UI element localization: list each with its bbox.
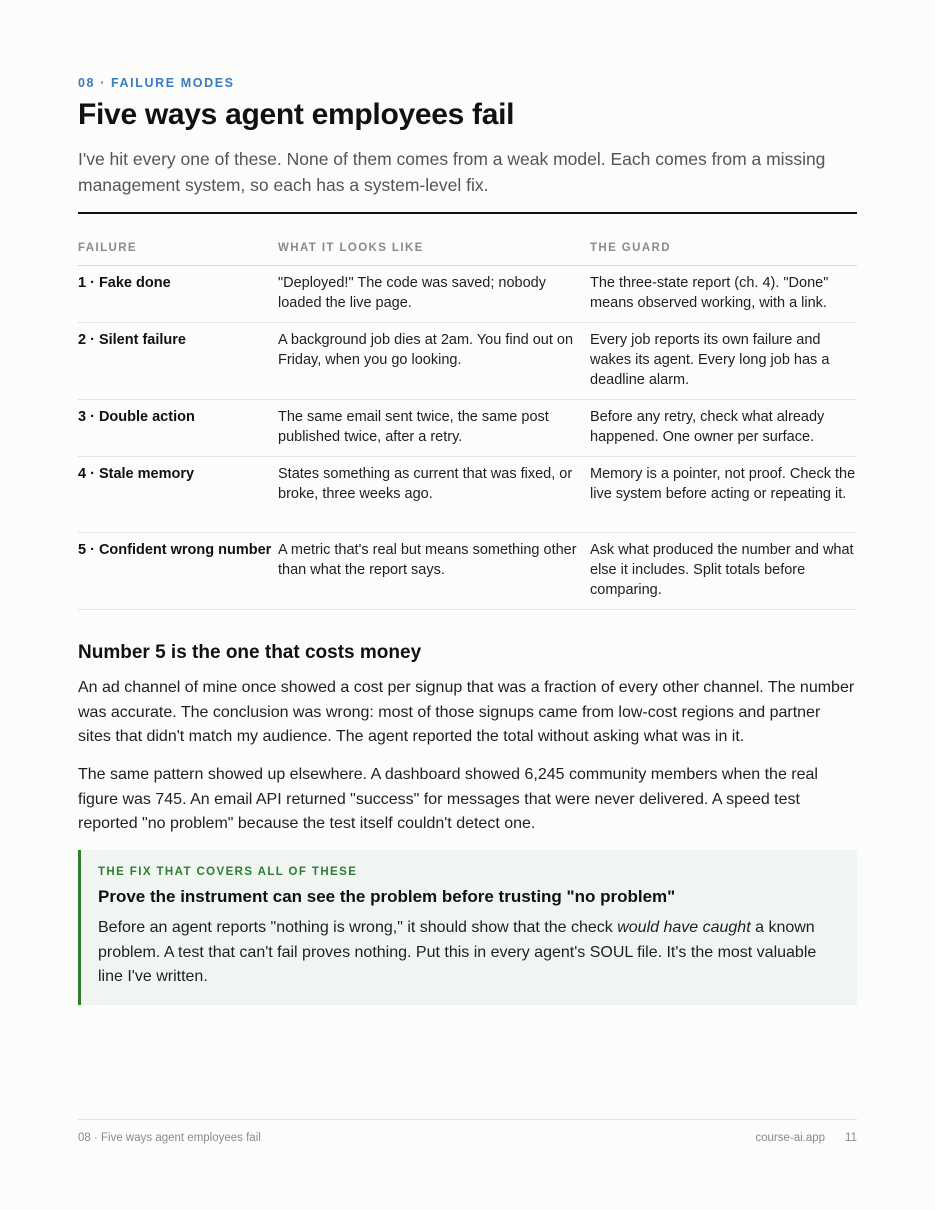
page-number: 11 (845, 1132, 857, 1144)
column-header-guard: THE GUARD (590, 242, 671, 254)
table-row (78, 457, 857, 533)
failure-name: 2 · Silent failure (78, 332, 186, 348)
page-title: Five ways agent employees fail (78, 98, 515, 131)
table-header-row (78, 236, 857, 266)
failure-guard: Ask what produced the number and what else it includes. Split totals before comparing. (590, 542, 854, 598)
failure-guard: The three-state report (ch. 4). "Done" means observed working, with a link. (590, 275, 829, 311)
body-paragraph: The same pattern showed up elsewhere. A dashboard showed 6,245 community members when the real figure was 745. An email API returned "success" for messages that were never delivered. A speed test reported "no problem" because the test itself couldn't detect one. (78, 766, 818, 832)
failure-guard: Before any retry, check what already happened. One owner per surface. (590, 409, 825, 445)
body-paragraph: An ad channel of mine once showed a cost per signup that was a fraction of every other channel. The number was accurate. The conclusion was wrong: most of those signups came from low-cost regions and partner sites that didn't match my audience. The agent reported the total without asking what was in it. (78, 679, 855, 745)
callout-body-lead: Before an agent reports "nothing is wrong," it should show that the check (98, 919, 618, 936)
failure-symptom: States something as current that was fixed, or broke, three weeks ago. (278, 466, 573, 502)
failure-symptom: The same email sent twice, the same post published twice, after a retry. (278, 409, 549, 445)
fix-callout (78, 850, 857, 1005)
table-row (78, 400, 857, 457)
failure-name: 5 · Confident wrong number (78, 542, 272, 558)
callout-title: Prove the instrument can see the problem before trusting "no problem" (98, 887, 676, 906)
failure-name: 4 · Stale memory (78, 466, 195, 482)
failure-symptom: "Deployed!" The code was saved; nobody loaded the live page. (278, 275, 546, 311)
lede-paragraph: I've hit every one of these. None of them comes from a weak model. Each comes from a missing management system, so each has a system-level fix. (78, 149, 826, 195)
footer-site: course-ai.app (755, 1132, 826, 1144)
failure-symptom: A background job dies at 2am. You find out on Friday, when you go looking. (278, 332, 574, 368)
callout-body-tail: a known problem. A test that can't fail proves nothing. Put this in every agent's SOUL file. It's the most valuable line I've written. (98, 919, 817, 985)
table-row (78, 266, 857, 323)
failure-symptom: A metric that's real but means something other than what the report says. (278, 542, 577, 578)
failure-modes-table (78, 236, 857, 610)
failure-guard: Every job reports its own failure and wakes its agent. Every long job has a deadline alarm. (590, 332, 830, 388)
footer-meta (755, 1132, 857, 1144)
table-row (78, 533, 857, 610)
callout-body-emphasis: would have caught (617, 919, 751, 936)
table-row (78, 323, 857, 400)
callout-body (98, 916, 843, 990)
heading-divider (78, 212, 857, 214)
footer-chapter-label: 08 · Five ways agent employees fail (78, 1132, 261, 1144)
column-header-failure: FAILURE (78, 242, 137, 254)
failure-name: 3 · Double action (78, 409, 195, 425)
section-eyebrow: 08 · FAILURE MODES (78, 76, 235, 90)
column-header-looks-like: WHAT IT LOOKS LIKE (278, 242, 424, 254)
callout-eyebrow: THE FIX THAT COVERS ALL OF THESE (98, 866, 358, 878)
failure-name: 1 · Fake done (78, 275, 171, 291)
footer-divider (78, 1119, 857, 1120)
section-heading: Number 5 is the one that costs money (78, 642, 422, 663)
failure-guard: Memory is a pointer, not proof. Check the live system before acting or repeating it. (590, 466, 856, 502)
